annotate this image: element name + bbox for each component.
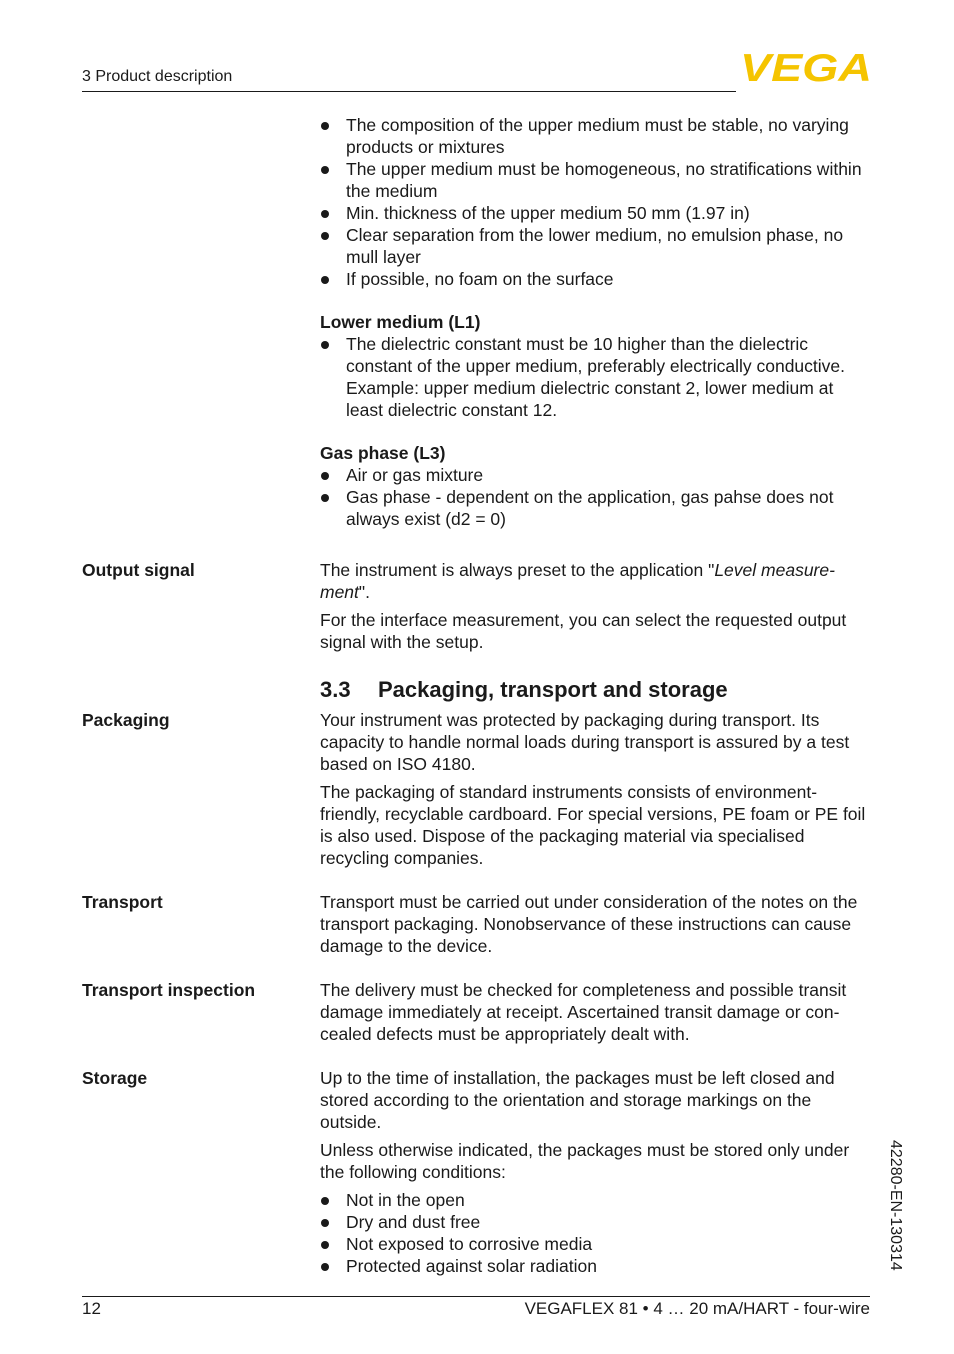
list-item: Clear separation from the lower medium, no emulsion phase, no mull layer [320,224,875,268]
transport-inspection-paragraph: The delivery must be checked for completeness and possible transit damage immediately at receipt. Ascertained transit damage or con-cealed defects must be appropriately dealt with. [320,980,847,1044]
upper-medium-list [320,114,875,290]
list-item: The composition of the upper medium must be stable, no varying products or mixtures [320,114,875,158]
packaging-paragraph-2: The packaging of standard instruments consists of environment-friendly, recyclable cardboard. For special versions, PE foam or PE foil is also used. Dispose of the packaging material via specialised recycling companies. [320,782,866,868]
section-number: 3.3 [320,677,351,702]
output-signal-text-end: ". [358,582,370,602]
storage-paragraph-1: Up to the time of installation, the packages must be left closed and stored according to the orientation and storage markings on the outside. [320,1068,835,1132]
transport-paragraph: Transport must be carried out under consideration of the notes on the transport packaging. Nonobservance of these instructions can cause damage to the device. [320,892,858,956]
transport-label: Transport [82,892,163,912]
list-item: Protected against solar radiation [320,1255,875,1277]
list-item: Min. thickness of the upper medium 50 mm (1.97 in) [320,202,875,224]
list-item: Not in the open [320,1189,875,1211]
gas-phase-heading: Gas phase (L3) [320,443,446,463]
section-title: Packaging, transport and storage [378,677,728,702]
list-item: Dry and dust free [320,1211,875,1233]
logo-text: VEGA [740,50,872,84]
section-heading [320,677,728,703]
storage-conditions-list [320,1189,875,1277]
list-item: The dielectric constant must be 10 higher than the dielectric constant of the upper medium, preferably electrically conductive. Example: upper medium dielectric constant 2, lower medium at least dielectric constant 12. [320,333,875,421]
output-signal-italic: Level measure-ment [320,560,835,602]
list-item: Gas phase - dependent on the application, gas pahse does not always exist (d2 = 0) [320,486,875,530]
page-number: 12 [82,1299,101,1318]
output-signal-paragraph [320,559,875,603]
output-signal-label: Output signal [82,560,195,580]
lower-medium-heading: Lower medium (L1) [320,312,481,332]
vega-logo [740,50,872,84]
packaging-paragraph-1: Your instrument was protected by packaging during transport. Its capacity to handle normal loads during transport is assured by a test based on ISO 4180. [320,710,850,774]
lower-medium-list [320,333,875,421]
header-section-title: 3 Product description [82,68,233,85]
storage-label: Storage [82,1068,148,1088]
list-item: If possible, no foam on the surface [320,268,875,290]
document-title: VEGAFLEX 81 • 4 … 20 mA/HART - four-wire [524,1299,870,1318]
output-signal-paragraph-2: For the interface measurement, you can select the requested output signal with the setup. [320,610,847,652]
transport-inspection-label: Transport inspection [82,980,256,1000]
footer-divider [82,1296,870,1297]
packaging-label: Packaging [82,710,170,730]
storage-paragraph-2: Unless otherwise indicated, the packages must be stored only under the following conditions: [320,1140,850,1182]
header-divider [82,91,736,92]
document-code: 42280-EN-130314 [887,1140,904,1271]
list-item: Air or gas mixture [320,464,875,486]
list-item: The upper medium must be homogeneous, no stratifications within the medium [320,158,875,202]
list-item: Not exposed to corrosive media [320,1233,875,1255]
output-signal-text-start: The instrument is always preset to the application " [320,560,715,580]
gas-phase-list [320,464,875,530]
